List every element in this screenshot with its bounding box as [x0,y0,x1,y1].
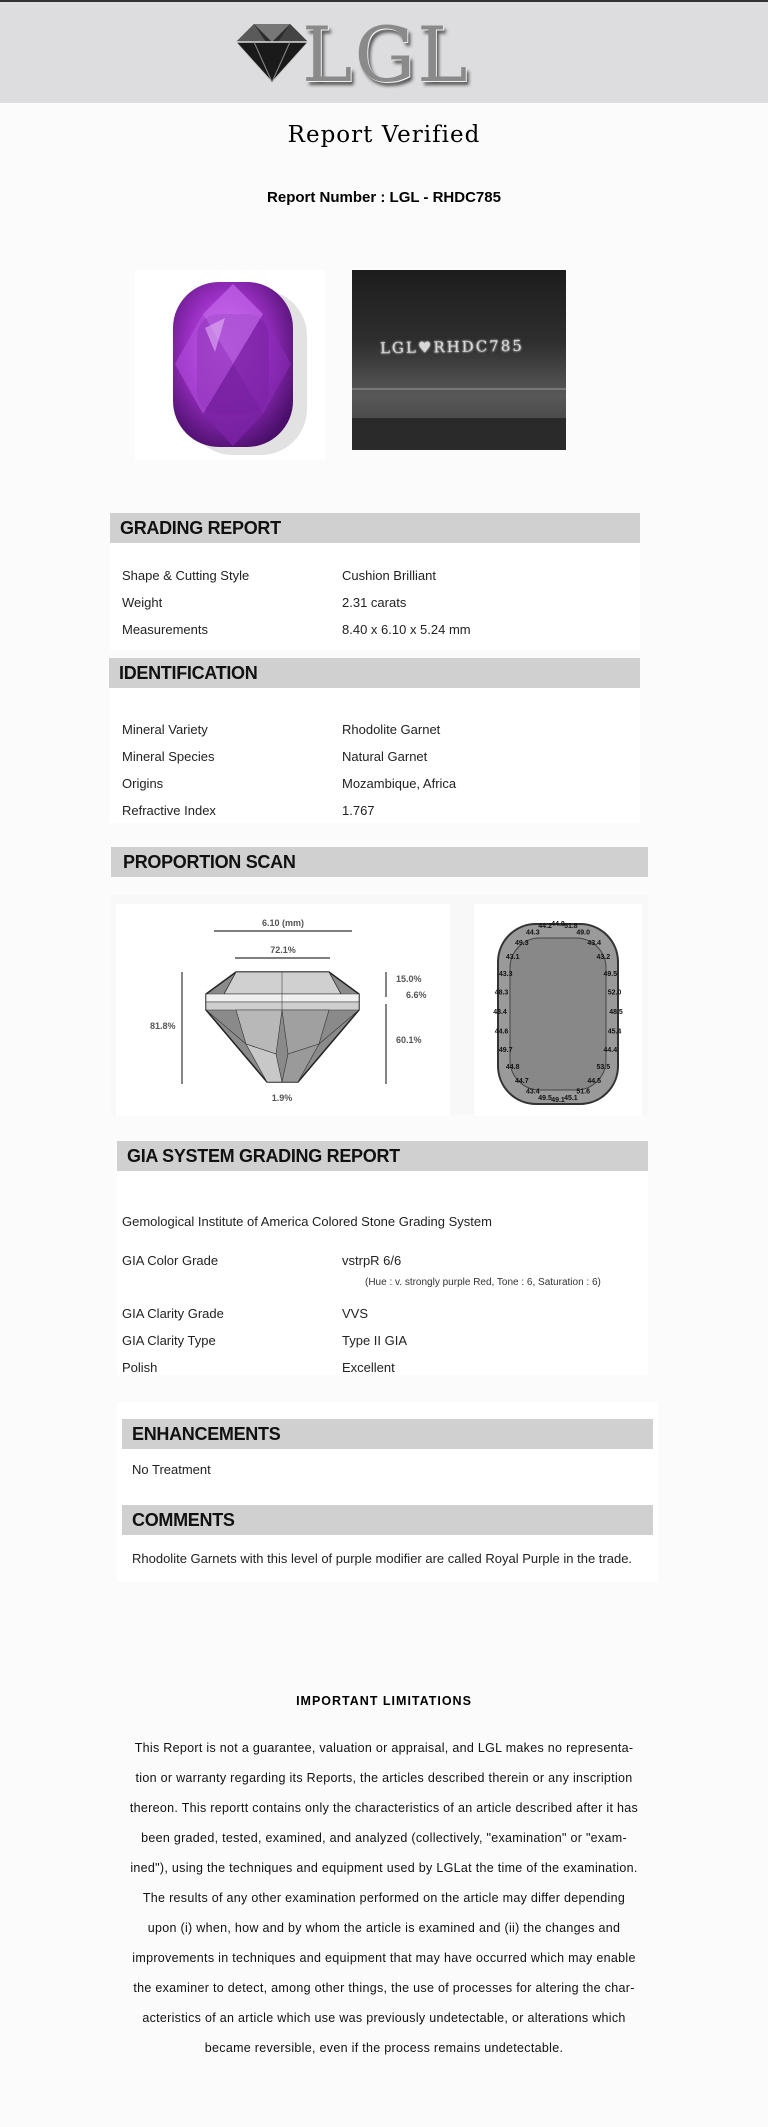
facet-angle-label: 49.0 [576,929,591,937]
row-value: VVS [342,1306,369,1321]
site-header [0,2,768,103]
facet-angle-label: 53.5 [596,1063,611,1071]
facet-angle-label: 43.4 [525,1088,540,1096]
facet-angle-label: 48.3 [494,989,509,997]
facet-angle-label: 49.3 [514,940,529,948]
facet-angle-label: 49.5 [538,1094,552,1102]
gemstone-image [135,270,325,460]
girdle-edge [352,388,566,390]
gem-table [510,938,606,1090]
gia-heading: GIA SYSTEM GRADING REPORT [117,1141,648,1171]
pavilion-label: 60.1% [396,1035,422,1045]
limitations-line: the examiner to detect, among other things, the use of processes for altering the char- [133,1981,635,1995]
logo-text: LGL [302,10,470,99]
limitations-line: acteristics of an article which use was previously undetectable, or alterations which [142,2011,626,2025]
facet-angle-label: 43.1 [505,954,520,962]
depth-label: 81.8% [150,1021,176,1031]
report-number: Report Number : LGL - RHDC785 [267,189,501,206]
row-value: Natural Garnet [342,749,428,764]
limitations-line: been graded, tested, examined, and analyzed (collectively, "examination" or "exam- [141,1831,627,1845]
facet-angle-label: 51.8 [564,923,578,931]
row-value: Excellent [342,1360,395,1375]
gia-intro: Gemological Institute of America Colored Stone Grading System [122,1214,492,1229]
facet-angle-label: 43.2 [596,954,611,962]
row-value: 2.31 carats [342,595,407,610]
limitations-line: This Report is not a guarantee, valuation or appraisal, and LGL makes no representa- [134,1741,634,1755]
row-value: 1.767 [342,803,375,818]
row-value: Type II GIA [342,1333,408,1348]
facet-angle-label: 49.5 [603,970,618,978]
facet-angle-label: 43.3 [498,970,513,978]
comments-text: Rhodolite Garnets with this level of purple modifier are called Royal Purple in the trade. [132,1551,633,1566]
row-label: Polish [122,1360,158,1375]
limitations-line: The results of any other examination performed on the article may differ depending [142,1891,626,1905]
enhancements-text: No Treatment [132,1462,211,1477]
facet-angle-label: 45.4 [607,1028,622,1036]
facet-angle-label: 44.4 [603,1047,618,1055]
limitations-line: improvements in techniques and equipment that may have occurred which may enable [132,1951,636,1965]
facet-angle-label: 49.7 [498,1047,513,1055]
limitations-line: upon (i) when, how and by whom the article is examined and (ii) the changes and [147,1921,621,1935]
girdle-label: 6.6% [406,990,427,1000]
row-value: 8.40 x 6.10 x 5.24 mm [342,622,471,637]
comments-heading: COMMENTS [122,1505,653,1535]
facet-angle-label: 45.1 [564,1094,578,1102]
limitations-line: became reversible, even if the process remains undetectable. [204,2041,564,2055]
limitations-text [118,1733,650,2063]
row-value: Mozambique, Africa [342,776,457,791]
facet-angle-label: 44.8 [505,1063,520,1071]
row-label: Refractive Index [122,803,216,818]
row-value: Cushion Brilliant [342,568,436,583]
facet-angle-label: 48.5 [609,1009,623,1016]
limitations-line: thereon. This reportt contains only the characteristics of an article described after it has [129,1801,639,1815]
row-label: GIA Clarity Type [122,1333,216,1348]
enhancements-heading: ENHANCEMENTS [122,1419,653,1449]
facet-angle-label: 44.3 [525,929,540,937]
facet-angle-label: 44.7 [514,1077,529,1085]
row-label: GIA Clarity Grade [122,1306,224,1321]
laser-inscription-photo [352,270,566,450]
facet-angle-label: 44.8 [551,921,565,928]
facet-angle-label: 52.0 [607,989,622,997]
proportion-scan-heading: PROPORTION SCAN [111,847,648,877]
facet-angle-label: 44.2 [538,923,552,931]
profile-diagram [116,904,450,1116]
table-label: 72.1% [270,945,296,955]
width-label: 6.10 (mm) [261,918,305,928]
color-grade-note: (Hue : v. strongly purple Red, Tone : 6, Saturation : 6) [365,1277,601,1288]
row-label: Weight [122,595,163,610]
gemstone-photo [135,270,325,460]
facet-angle-label: 44.5 [587,1077,602,1085]
identification-heading: IDENTIFICATION [109,658,640,688]
facet-angle-label: 43.4 [493,1009,507,1016]
facet-angle-label: 44.6 [494,1028,509,1036]
limitations-line: ined"), using the techniques and equipment used by LGLat the time of the examination. [130,1861,638,1875]
row-label: Mineral Species [122,749,215,764]
row-label: Measurements [122,622,208,637]
row-value: vstrpR 6/6 [342,1253,402,1268]
facet-angle-label: 43.4 [587,940,602,948]
facet-angle-label: 51.6 [576,1088,591,1096]
row-label: GIA Color Grade [122,1253,219,1268]
facet-angle-label: 49.1 [551,1097,565,1104]
grading-report-heading: GRADING REPORT [110,513,640,543]
page-title: Report Verified [287,122,481,148]
row-label: Mineral Variety [122,722,208,737]
crown-label: 15.0% [396,974,422,984]
diamond-logo-icon [232,20,312,86]
inscription-text: LGL♥RHDC785 [379,336,525,358]
lgl-logo[interactable] [232,10,492,99]
profile-svg [116,904,450,1116]
photo-shadow [352,418,566,450]
row-label: Origins [122,776,164,791]
top-view-svg [474,904,642,1116]
row-value: Rhodolite Garnet [342,722,441,737]
top-view-diagram [474,904,642,1116]
limitations-heading: IMPORTANT LIMITATIONS [296,1694,472,1708]
limitations-line: tion or warranty regarding its Reports, the articles described therein or any inscription [135,1771,633,1785]
culet-label: 1.9% [271,1093,293,1103]
row-label: Shape & Cutting Style [122,568,250,583]
